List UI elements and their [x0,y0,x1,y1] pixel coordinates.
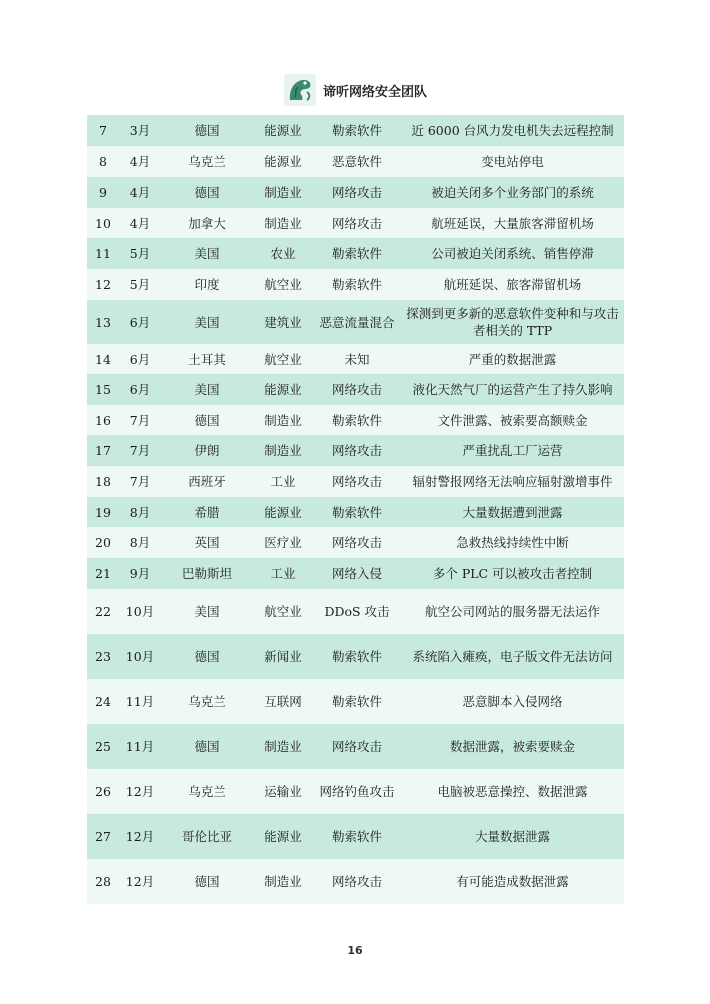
cell-impact: 变电站停电 [401,146,624,177]
cell-country: 美国 [161,589,253,634]
cell-country: 乌克兰 [161,769,253,814]
cell-attack-type: 网络攻击 [313,435,401,466]
table-row [87,724,624,769]
cell-attack-type: 恶意软件 [313,146,401,177]
cell-industry: 医疗业 [253,527,313,558]
cell-index: 21 [87,558,119,589]
cell-attack-type: 勒索软件 [313,497,401,527]
cell-impact: 公司被迫关闭系统、销售停滞 [401,238,624,269]
table-row [87,208,624,238]
cell-index: 26 [87,769,119,814]
cell-index: 18 [87,466,119,497]
cell-month: 8月 [119,527,161,558]
table-row [87,769,624,814]
cell-country: 美国 [161,238,253,269]
cell-attack-type: 网络攻击 [313,724,401,769]
cell-country: 哥伦比亚 [161,814,253,859]
cell-industry: 农业 [253,238,313,269]
cell-attack-type: 勒索软件 [313,634,401,679]
cell-month: 10月 [119,589,161,634]
table-row [87,344,624,374]
cell-index: 19 [87,497,119,527]
cell-impact: 电脑被恶意操控、数据泄露 [401,769,624,814]
cell-impact: 恶意脚本入侵网络 [401,679,624,724]
cell-index: 16 [87,405,119,435]
cell-industry: 制造业 [253,208,313,238]
cell-index: 25 [87,724,119,769]
cell-country: 德国 [161,724,253,769]
cell-attack-type: 未知 [313,344,401,374]
incident-table [87,115,624,904]
cell-country: 加拿大 [161,208,253,238]
cell-country: 英国 [161,527,253,558]
table-row [87,814,624,859]
cell-attack-type: 勒索软件 [313,814,401,859]
cell-industry: 制造业 [253,405,313,435]
cell-country: 美国 [161,374,253,405]
cell-industry: 航空业 [253,589,313,634]
cell-impact: 近 6000 台风力发电机失去远程控制 [401,115,624,146]
cell-country: 德国 [161,115,253,146]
table-row [87,115,624,146]
cell-month: 4月 [119,146,161,177]
incident-table-body [87,115,624,904]
cell-industry: 工业 [253,558,313,589]
cell-country: 希腊 [161,497,253,527]
table-row [87,435,624,466]
cell-industry: 制造业 [253,724,313,769]
cell-attack-type: 网络攻击 [313,374,401,405]
table-row [87,634,624,679]
cell-month: 5月 [119,269,161,300]
cell-industry: 制造业 [253,435,313,466]
cell-index: 28 [87,859,119,904]
cell-month: 11月 [119,724,161,769]
cell-month: 11月 [119,679,161,724]
cell-attack-type: 勒索软件 [313,115,401,146]
cell-attack-type: 网络钓鱼攻击 [313,769,401,814]
green-dragon-logo-icon [283,73,317,107]
cell-index: 15 [87,374,119,405]
cell-attack-type: 网络入侵 [313,558,401,589]
cell-month: 5月 [119,238,161,269]
page-number: 16 [347,944,363,957]
cell-industry: 能源业 [253,146,313,177]
cell-country: 伊朗 [161,435,253,466]
cell-country: 乌克兰 [161,679,253,724]
cell-country: 巴勒斯坦 [161,558,253,589]
cell-impact: 严重扰乱工厂运营 [401,435,624,466]
cell-index: 22 [87,589,119,634]
cell-country: 德国 [161,177,253,208]
cell-impact: 严重的数据泄露 [401,344,624,374]
table-row [87,300,624,344]
cell-index: 24 [87,679,119,724]
cell-attack-type: 网络攻击 [313,859,401,904]
cell-month: 7月 [119,466,161,497]
cell-month: 9月 [119,558,161,589]
table-row [87,859,624,904]
cell-index: 23 [87,634,119,679]
cell-month: 12月 [119,814,161,859]
table-row [87,374,624,405]
table-row [87,238,624,269]
cell-index: 14 [87,344,119,374]
cell-month: 6月 [119,344,161,374]
cell-month: 10月 [119,634,161,679]
cell-country: 乌克兰 [161,146,253,177]
cell-country: 西班牙 [161,466,253,497]
cell-industry: 能源业 [253,814,313,859]
cell-index: 12 [87,269,119,300]
cell-industry: 航空业 [253,269,313,300]
cell-impact: 多个 PLC 可以被攻击者控制 [401,558,624,589]
cell-month: 4月 [119,208,161,238]
cell-index: 10 [87,208,119,238]
cell-impact: 数据泄露，被索要赎金 [401,724,624,769]
cell-impact: 被迫关闭多个业务部门的系统 [401,177,624,208]
cell-month: 12月 [119,769,161,814]
cell-industry: 制造业 [253,859,313,904]
cell-index: 8 [87,146,119,177]
cell-attack-type: 勒索软件 [313,238,401,269]
cell-attack-type: 网络攻击 [313,208,401,238]
cell-industry: 能源业 [253,374,313,405]
cell-attack-type: 勒索软件 [313,269,401,300]
cell-index: 27 [87,814,119,859]
table-row [87,177,624,208]
cell-month: 12月 [119,859,161,904]
cell-country: 土耳其 [161,344,253,374]
cell-impact: 系统陷入瘫痪，电子版文件无法访问 [401,634,624,679]
cell-country: 德国 [161,859,253,904]
cell-industry: 建筑业 [253,300,313,344]
cell-country: 印度 [161,269,253,300]
cell-attack-type: 恶意流量混合 [313,300,401,344]
table-row [87,466,624,497]
cell-industry: 制造业 [253,177,313,208]
cell-country: 美国 [161,300,253,344]
page-header [0,70,710,110]
table-row [87,679,624,724]
cell-impact: 急救热线持续性中断 [401,527,624,558]
table-row [87,558,624,589]
cell-impact: 航空公司网站的服务器无法运作 [401,589,624,634]
cell-impact: 液化天然气厂的运营产生了持久影响 [401,374,624,405]
cell-industry: 运输业 [253,769,313,814]
table-row [87,269,624,300]
cell-month: 3月 [119,115,161,146]
cell-month: 8月 [119,497,161,527]
cell-month: 6月 [119,300,161,344]
cell-impact: 大量数据遭到泄露 [401,497,624,527]
cell-impact: 大量数据泄露 [401,814,624,859]
cell-industry: 新闻业 [253,634,313,679]
cell-impact: 有可能造成数据泄露 [401,859,624,904]
cell-attack-type: 勒索软件 [313,679,401,724]
cell-country: 德国 [161,405,253,435]
table-row [87,589,624,634]
cell-industry: 工业 [253,466,313,497]
cell-attack-type: 网络攻击 [313,527,401,558]
cell-index: 11 [87,238,119,269]
cell-attack-type: 网络攻击 [313,466,401,497]
cell-index: 9 [87,177,119,208]
table-row [87,146,624,177]
cell-month: 7月 [119,435,161,466]
table-row [87,527,624,558]
cell-month: 7月 [119,405,161,435]
cell-impact: 航班延误，大量旅客滞留机场 [401,208,624,238]
cell-index: 20 [87,527,119,558]
cell-industry: 能源业 [253,497,313,527]
cell-attack-type: DDoS 攻击 [313,589,401,634]
cell-industry: 航空业 [253,344,313,374]
cell-index: 7 [87,115,119,146]
cell-impact: 探测到更多新的恶意软件变种和与攻击者相关的 TTP [401,300,624,344]
cell-attack-type: 网络攻击 [313,177,401,208]
cell-month: 6月 [119,374,161,405]
cell-impact: 辐射警报网络无法响应辐射激增事件 [401,466,624,497]
cell-impact: 文件泄露、被索要高额赎金 [401,405,624,435]
cell-country: 德国 [161,634,253,679]
cell-attack-type: 勒索软件 [313,405,401,435]
cell-industry: 互联网 [253,679,313,724]
table-row [87,405,624,435]
cell-index: 13 [87,300,119,344]
cell-industry: 能源业 [253,115,313,146]
table-row [87,497,624,527]
org-name: 谛听网络安全团队 [322,84,427,100]
cell-month: 4月 [119,177,161,208]
cell-index: 17 [87,435,119,466]
cell-impact: 航班延误、旅客滞留机场 [401,269,624,300]
